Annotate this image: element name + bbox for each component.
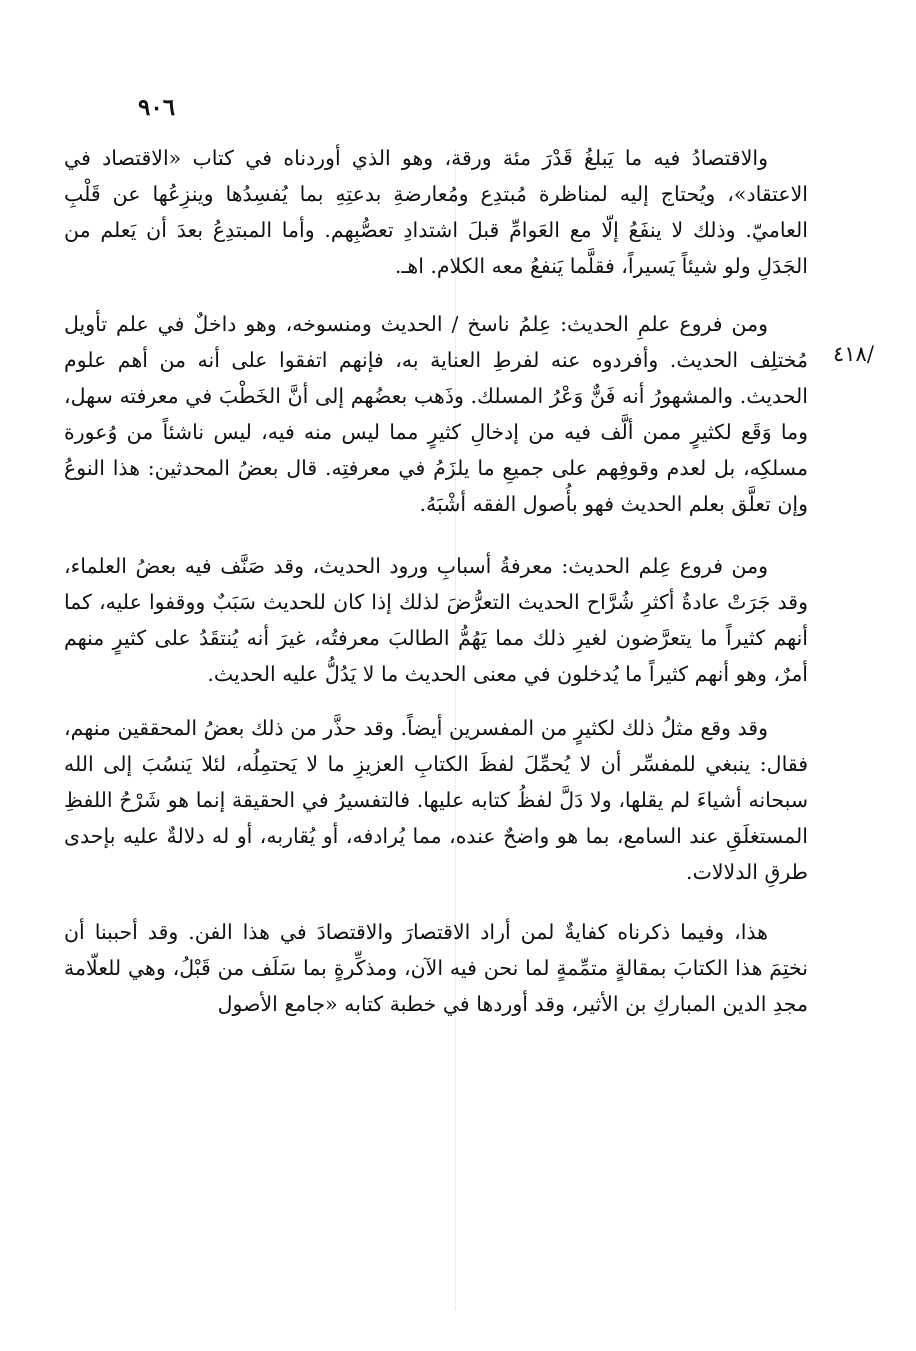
page-number: ٩٠٦ [138,94,176,121]
margin-page-reference: /٤١٨ [833,342,874,366]
body-text [64,140,808,1022]
paragraph-asbab-wurud: ومن فروع عِلم الحديث: معرفةُ أسبابِ ورود الحديث، وقد صَنَّف فيه بعضُ العلماء، وقد جَرَتْ عادةُ أكثرِ شُرَّاح الحديث التعرُّضَ لذلك إذا كان للحديث سَبَبٌ ووقفوا عليه، كما أنهم كثيراً ما يتعرَّضون لغيرِ ذلك مما يَهُمُّ الطالبَ معرفتُه، غيرَ أنه يُنتقَدُ على كثيرٍ منهم أمرٌ، وهو أنهم كثيراً ما يُدخلون في معنى الحديث ما لا يَدُلُّ عليه الحديث. [64,554,808,686]
paragraph-mufassirin: وقد وقع مثلُ ذلك لكثيرٍ من المفسرين أيضاً. وقد حذَّر من ذلك بعضُ المحققين منهم، فقال: ينبغي للمفسِّر أن لا يُحمِّلَ لفظَ الكتابِ العزيزِ ما لا يَحتمِلُه، لئلا يَنسُبَ إلى الله سبحانه أشياءَ لم يقلها، ولا دَلَّ لفظُ كتابه عليها. فالتفسيرُ في الحقيقة إنما هو شَرْحُ اللفظِ المستغلَقِ عند السامع، بما هو واضحٌ عنده، مما يُرادفه، أو يُقاربه، أو له دلالةٌ عليه بإحدى طرقِ الدلالات. [64,716,808,884]
paragraph-nasikh-mansukh: ومن فروع علمِ الحديث: عِلمُ ناسخ / الحديث ومنسوخه، وهو داخلٌ في علم تأويل مُختلِف الحديث. وأفردوه عنه لفرطِ العناية به، فإنهم اتفقوا على أنه من أهم علوم الحديث. والمشهورُ أنه فَنٌّ وَعْرُ المسلك. وذَهب بعضُهم إلى أنَّ الخَطْبَ في معرفته سهل، وما وَقَع لكثيرٍ ممن ألَّف فيه من إدخالِ كثيرٍ مما ليس منه فيه، ليس ناشئاً من وُعورة مسلكِه، بل لعدم وقوفِهم على جميعِ ما يلزَمُ في معرفتِه. قال بعضُ المحدثين: هذا النوعُ وإن تعلَّق بعلم الحديث فهو بأُصول الفقه أشْبَهُ. [64,312,808,516]
paragraph-khatima: هذا، وفيما ذكرناه كفايةٌ لمن أراد الاقتصارَ والاقتصادَ في هذا الفن. وقد أحببنا أن نختِمَ هذا الكتابَ بمقالةٍ متمِّمةٍ لما نحن فيه الآن، ومذكِّرةٍ بما سَلَف من قَبْلُ، وهي للعلّامة مجدِ الدين المباركِ بن الأثير، وقد أوردها في خطبة كتابه «جامع الأصول [64,920,808,1016]
paragraph-iqtisad: والاقتصادُ فيه ما يَبلغُ قَدْرَ مئة ورقة، وهو الذي أوردناه في كتاب «الاقتصاد في الاعتقاد»، ويُحتاج إليه لمناظرة مُبتدِع ومُعارضةِ بدعتِهِ بما يُفسِدُها وينزِعُها عن قَلْبِ العاميّ. وذلك لا ينفَعُ إلّا مع العَوامِّ قبلَ اشتدادِ تعصُّبِهم. وأما المبتدِعُ بعدَ أن يَعلم من الجَدَلِ ولو شيئاً يَسيراً، فقلَّما يَنفعُ معه الكلام. اهـ. [64,146,808,278]
